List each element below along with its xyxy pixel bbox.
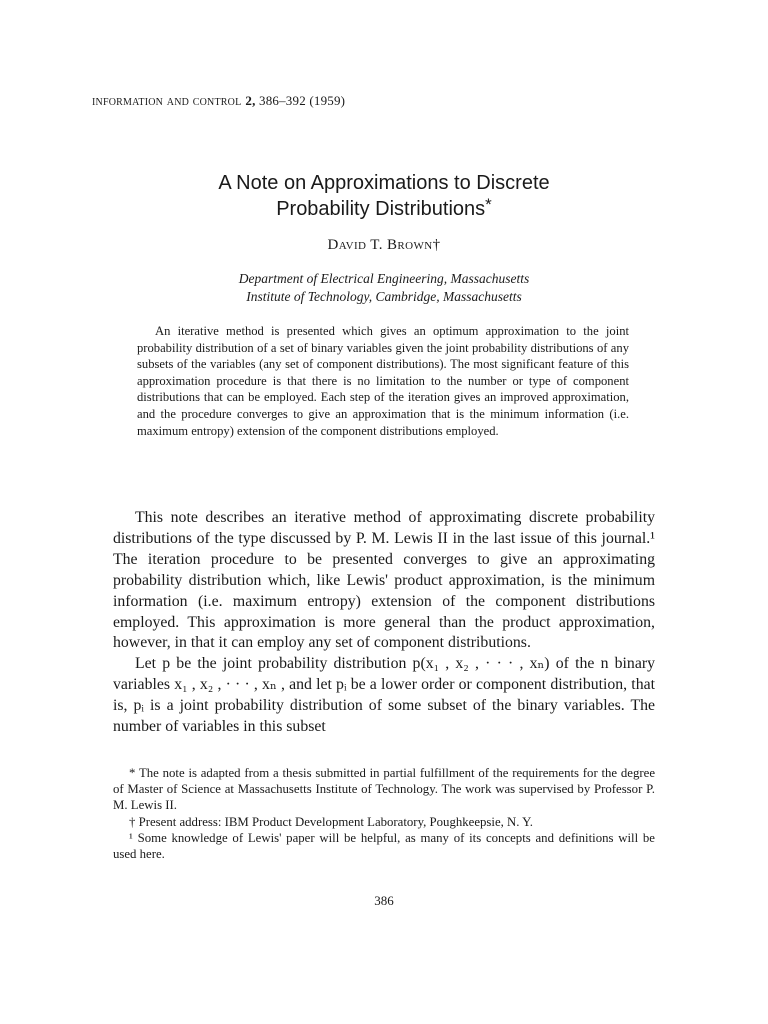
title-footnote-mark: * <box>485 195 492 214</box>
body-text <box>113 508 655 738</box>
running-head <box>92 93 345 110</box>
affiliation-line-1: Department of Electrical Engineering, Massachusetts <box>238 271 530 286</box>
abstract: An iterative method is presented which gives an optimum approximation to the joint probability distribution of a set of binary variables given the joint probability distributions of any subsets of the variables (any set of component distributions). The most significant feature of this approximation procedure is that there is no limitation to the number or type of component distributions that can be employed. Each step of the iteration gives an improved approximation, and the procedure converges to give an approximation that is the minimum information (i.e. maximum entropy) extension of the component distributions employed. <box>137 324 629 438</box>
title-line-1: A Note on Approximations to Discrete <box>218 172 550 194</box>
affiliation-line-2: Institute of Technology, Cambridge, Massachusetts <box>246 289 522 304</box>
footnote-1: ¹ Some knowledge of Lewis' paper will be helpful, as many of its concepts and definitions will be used here. <box>113 830 655 862</box>
footnote-dagger: † Present address: IBM Product Development Laboratory, Poughkeepsie, N. Y. <box>129 814 533 829</box>
body-paragraph-1: This note describes an iterative method of approximating discrete probability distributions of the type discussed by P. M. Lewis II in the last issue of this journal.¹ The iteration procedure to be presented converges to give an approximating probability distribution which, like Lewis' product approximation, is the minimum information (i.e. maximum entropy) extension of the component distributions employed. This approximation is more general than the product approximation, however, in that it can employ any set of component distributions. <box>113 509 655 652</box>
page-number: 386 <box>374 893 394 908</box>
author-name: David T. Brown† <box>327 237 441 253</box>
footnotes <box>113 765 655 862</box>
pages-year: 386–392 (1959) <box>259 93 346 108</box>
footnote-star: * The note is adapted from a thesis submitted in partial fulfillment of the requirements for the degree of Master of Science at Massachusetts Institute of Technology. The work was supervised by Professor P. M. Lewis II. <box>113 766 655 813</box>
body-paragraph-2: Let p be the joint probability distribution p(x₁ , x₂ , · · · , xₙ) of the n binary variables x₁ , x₂ , · · · , xₙ , and let pᵢ be a lower order or component distribution, that is, pᵢ is a joint probability distribution of some subset of the binary variables. The number of variables in this subset <box>113 655 655 736</box>
affiliation <box>0 270 768 306</box>
journal-name: information and control <box>92 94 242 109</box>
title-line-2: Probability Distributions <box>276 198 486 220</box>
article-title <box>0 170 768 222</box>
volume-number: 2, <box>245 93 256 108</box>
